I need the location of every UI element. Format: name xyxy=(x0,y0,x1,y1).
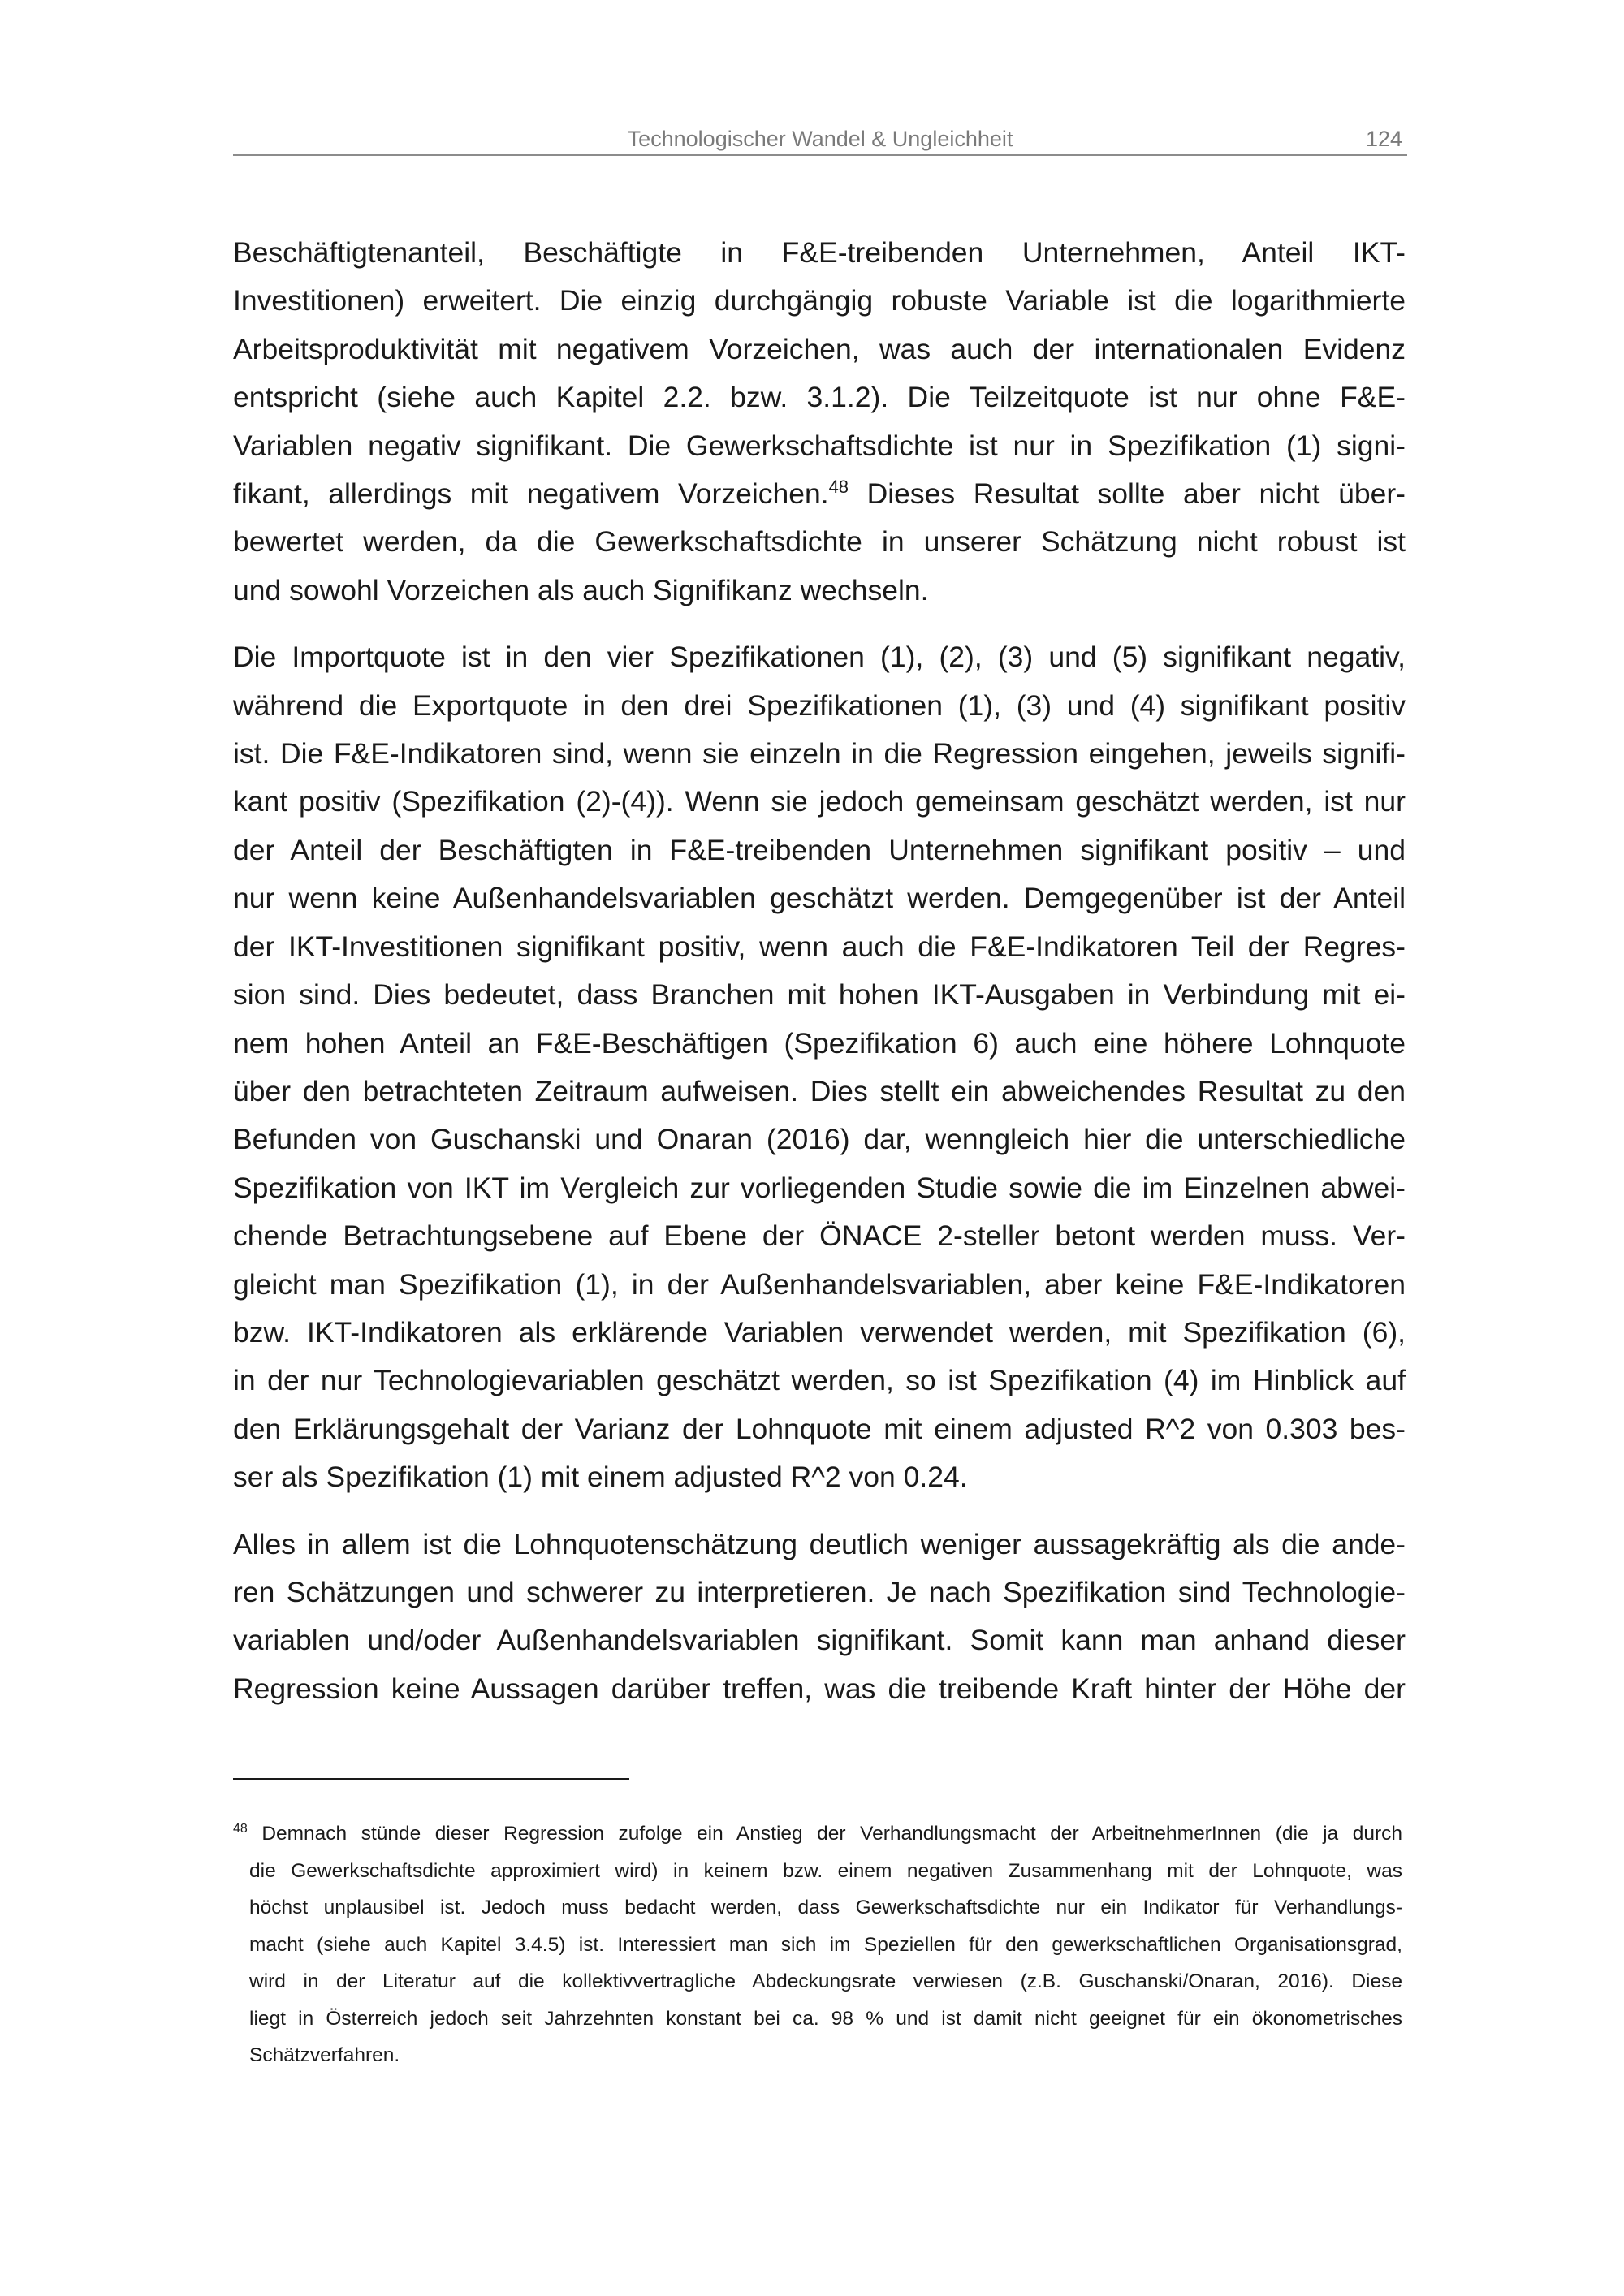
text-line: Investitionen) erweitert. Die einzig durchgängig robuste Variable ist die logarithmierte xyxy=(233,284,1406,317)
paragraph-2 xyxy=(233,633,1406,1501)
text-line: in der nur Technologievariablen geschätzt werden, so ist Spezifikation (4) im Hinblick auf xyxy=(233,1364,1406,1397)
footnote-line xyxy=(233,1815,1402,1853)
text-segment: Dieses Resultat sollte aber nicht über- xyxy=(849,477,1406,511)
page-number: 124 xyxy=(1365,127,1402,151)
text-segment: fikant, allerdings mit negativem Vorzeichen. xyxy=(233,477,829,511)
text-line: ser als Spezifikation (1) mit einem adjusted R^2 von 0.24. xyxy=(233,1461,968,1494)
text-line: Spezifikation von IKT im Vergleich zur vorliegenden Studie sowie die im Einzelnen abwei- xyxy=(233,1171,1406,1204)
footnote-ref-48[interactable]: 48 xyxy=(828,477,849,498)
text-line: Regression keine Aussagen darüber treffen, was die treibende Kraft hinter der Höhe der xyxy=(233,1672,1406,1705)
text-line: bzw. IKT-Indikatoren als erklärende Variablen verwendet werden, mit Spezifikation (6), xyxy=(233,1315,1406,1349)
footnote-number: 48 xyxy=(233,1821,248,1836)
text-line: Befunden von Guschanski und Onaran (2016) dar, wenngleich hier die unterschiedliche xyxy=(233,1123,1406,1156)
footnote-line: macht (siehe auch Kapitel 3.4.5) ist. Interessiert man sich im Speziellen für den gewerkschaftlichen Organisationsgrad, xyxy=(249,1933,1402,1956)
text-line: der Anteil der Beschäftigten in F&E-treibenden Unternehmen signifikant positiv – und xyxy=(233,833,1406,866)
text-line: den Erklärungsgehalt der Varianz der Lohnquote mit einem adjusted R^2 von 0.303 bes- xyxy=(233,1412,1406,1445)
text-segment: Demnach stünde dieser Regression zufolge ein Anstieg der Verhandlungsmacht der ArbeitnehmerInnen (die ja durch xyxy=(247,1823,1402,1845)
text-line: gleicht man Spezifikation (1), in der Außenhandelsvariablen, aber keine F&E-Indikatoren xyxy=(233,1267,1406,1301)
footnote-line: die Gewerkschaftsdichte approximiert wird) in keinem bzw. einem negativen Zusammenhang mit der Lohnquote, was xyxy=(249,1859,1402,1882)
text-line: Alles in allem ist die Lohnquotenschätzung deutlich weniger aussagekräftig als die ande- xyxy=(233,1527,1406,1560)
body-text xyxy=(233,229,1406,1732)
footnote-line: wird in der Literatur auf die kollektivvertragliche Abdeckungsrate verwiesen (z.B. Guschanski/Onaran, 2016). Diese xyxy=(249,1970,1402,1992)
text-line-with-footnote-ref xyxy=(233,470,1406,518)
text-line: Die Importquote ist in den vier Spezifikationen (1), (2), (3) und (5) signifikant negativ, xyxy=(233,641,1406,674)
text-line: kant positiv (Spezifikation (2)-(4)). Wenn sie jedoch gemeinsam geschätzt werden, ist nur xyxy=(233,785,1406,818)
text-line: ist. Die F&E-Indikatoren sind, wenn sie einzeln in die Regression eingehen, jeweils signifi- xyxy=(233,737,1406,770)
text-line: entspricht (siehe auch Kapitel 2.2. bzw. 3.1.2). Die Teilzeitquote ist nur ohne F&E- xyxy=(233,381,1406,414)
footnote-line: liegt in Österreich jedoch seit Jahrzehnten konstant bei ca. 98 % und ist damit nicht geeignet für ein ökonometrisches xyxy=(249,2007,1402,2030)
text-line: der IKT-Investitionen signifikant positiv, wenn auch die F&E-Indikatoren Teil der Regres- xyxy=(233,930,1406,963)
text-line: chende Betrachtungsebene auf Ebene der ÖNACE 2-steller betont werden muss. Ver- xyxy=(233,1219,1406,1253)
text-line: nem hohen Anteil an F&E-Beschäftigen (Spezifikation 6) auch eine höhere Lohnquote xyxy=(233,1026,1406,1060)
footnote-line: Schätzverfahren. xyxy=(249,2044,400,2066)
text-line: nur wenn keine Außenhandelsvariablen geschätzt werden. Demgegenüber ist der Anteil xyxy=(233,882,1406,915)
footnote-separator xyxy=(233,1778,629,1780)
text-line: Variablen negativ signifikant. Die Gewerkschaftsdichte ist nur in Spezifikation (1) signi- xyxy=(233,429,1406,462)
text-line: über den betrachteten Zeitraum aufweisen. Dies stellt ein abweichendes Resultat zu den xyxy=(233,1074,1406,1107)
text-line: sion sind. Dies bedeutet, dass Branchen mit hohen IKT-Ausgaben in Verbindung mit ei- xyxy=(233,978,1406,1012)
running-title: Technologischer Wandel & Ungleichheit xyxy=(627,127,1013,151)
footnote-line: höchst unplausibel ist. Jedoch muss bedacht werden, dass Gewerkschaftsdichte nur ein Indikator für Verhandlungs- xyxy=(249,1897,1402,1918)
paragraph-1 xyxy=(233,229,1406,615)
footnote-48 xyxy=(233,1815,1402,2074)
text-line: und sowohl Vorzeichen als auch Signifikanz wechseln. xyxy=(233,573,929,606)
text-line: ren Schätzungen und schwerer zu interpretieren. Je nach Spezifikation sind Technologie- xyxy=(233,1575,1406,1608)
paragraph-3 xyxy=(233,1521,1406,1714)
text-line: variablen und/oder Außenhandelsvariablen signifikant. Somit kann man anhand dieser xyxy=(233,1624,1406,1657)
text-line: Arbeitsproduktivität mit negativem Vorzeichen, was auch der internationalen Evidenz xyxy=(233,332,1406,365)
text-line: während die Exportquote in den drei Spezifikationen (1), (3) und (4) signifikant positiv xyxy=(233,688,1406,722)
text-line: Beschäftigtenanteil, Beschäftigte in F&E-treibenden Unternehmen, Anteil IKT- xyxy=(233,236,1406,269)
text-line: bewertet werden, da die Gewerkschaftsdichte in unserer Schätzung nicht robust ist xyxy=(233,525,1406,559)
page-header xyxy=(233,122,1407,156)
